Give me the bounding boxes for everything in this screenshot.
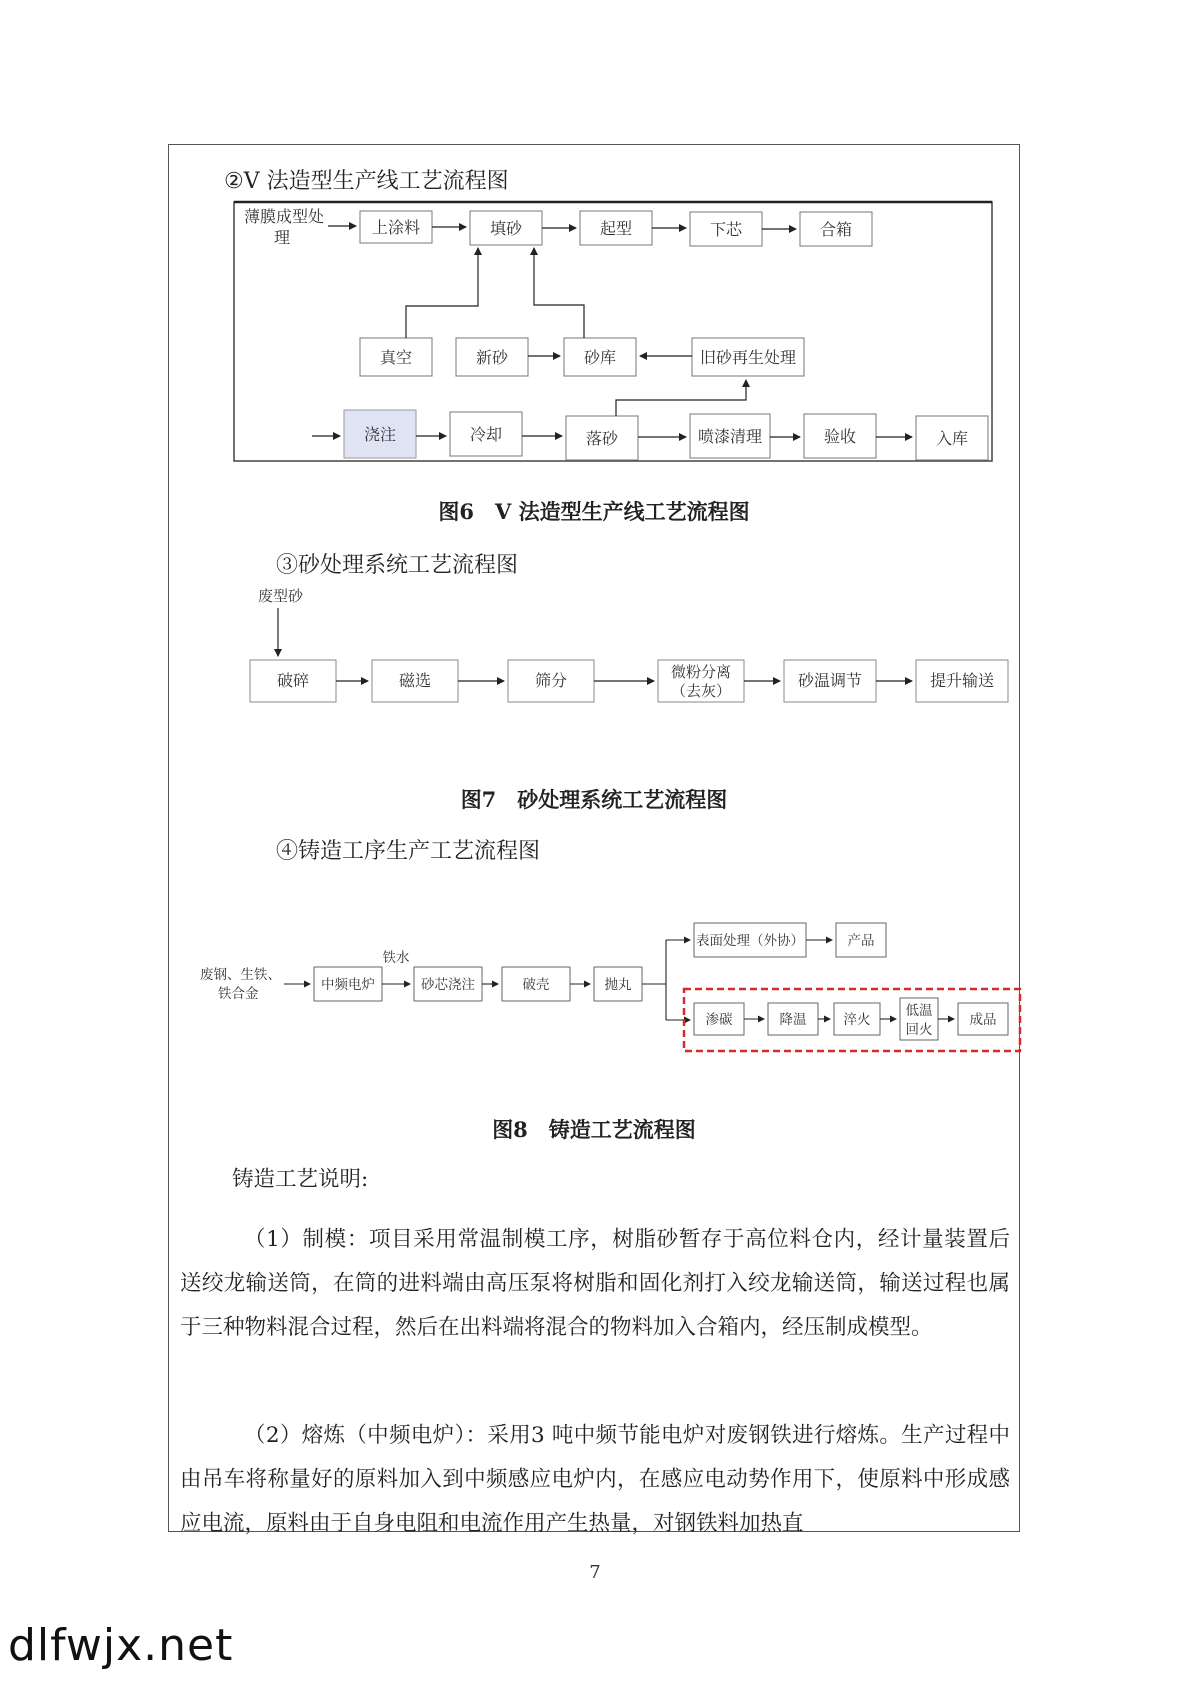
- screening-label: 筛分: [534, 671, 568, 690]
- waste-sand-label: 废型砂: [258, 587, 304, 605]
- crushing-label: 破碎: [276, 671, 310, 690]
- page-number: 7: [589, 1562, 601, 1583]
- sand-process-heading: ③砂处理系统工艺流程图: [276, 553, 519, 578]
- product-label: 产品: [847, 933, 875, 949]
- shakeout-label: 落砂: [585, 429, 619, 448]
- film-label-1: 薄膜成型处: [244, 207, 325, 226]
- fill-sand-label: 填砂: [489, 219, 523, 238]
- magnetic-label: 磁选: [398, 671, 432, 690]
- dust-label-1: 微粉分离: [670, 663, 732, 681]
- warehouse-label: 入库: [935, 429, 969, 448]
- core-label: 下芯: [709, 220, 743, 239]
- sand-store-label: 砂库: [583, 348, 617, 367]
- finished-label: 成品: [969, 1012, 997, 1028]
- vacuum-label: 真空: [379, 348, 413, 367]
- cooling-label: 冷却: [469, 425, 503, 444]
- surface-label: 表面处理（外协）: [696, 933, 804, 949]
- paragraph-smelting: （2）熔炼（中频电炉）：采用3 吨中频节能电炉对废钢铁进行熔炼。生产过程中由吊车将称量好的原料加入到中频感应电炉内，在感应电动势作用下，使原料中形成感应电流，原料由于自身电阻和电流作用产生热量，对钢铁料加热直: [180, 1423, 1010, 1536]
- sand-temp-label: 砂温调节: [797, 671, 863, 690]
- furnace-label: 中频电炉: [321, 977, 375, 993]
- lifting-label: 起型: [599, 219, 633, 238]
- cool-down-label: 降温: [779, 1012, 807, 1028]
- sand-process-diagram: [0, 560, 1190, 720]
- paragraph-molding: （1）制模：项目采用常温制模工序，树脂砂暂存于高位料仓内，经计量装置后送绞龙输送筒，在筒的进料端由高压泵将树脂和固化剂打入绞龙输送筒，输送过程也属于三种物料混合过程，然后在出料端将混合的物料加入合箱内，经压制成模型。: [180, 1227, 1010, 1340]
- v-process-diagram: [0, 0, 1190, 480]
- sand-regen-label: 旧砂再生处理: [699, 348, 797, 367]
- closing-label: 合箱: [819, 220, 853, 239]
- raw-label-2: 铁合金: [218, 986, 259, 1002]
- new-sand-label: 新砂: [475, 348, 509, 367]
- raw-label-1: 废钢、生铁、: [200, 967, 281, 983]
- core-pour-label: 砂芯浇注: [421, 977, 475, 993]
- temper-label-2: 回火: [905, 1022, 933, 1038]
- v-process-heading: ②V 法造型生产线工艺流程图: [224, 169, 509, 194]
- blast-clean-label: 喷漆清理: [697, 427, 763, 446]
- temper-label-1: 低温: [905, 1003, 933, 1019]
- v-process-caption: 图6 V 法造型生产线工艺流程图: [438, 499, 750, 524]
- lift-convey-label: 提升输送: [929, 671, 995, 690]
- sand-process-caption: 图7 砂处理系统工艺流程图: [460, 787, 728, 812]
- film-label-2: 理: [274, 228, 291, 247]
- molten-iron-label: 铁水: [382, 950, 410, 966]
- pouring-label: 浇注: [363, 425, 397, 444]
- break-shell-label: 破壳: [522, 977, 550, 993]
- inspection-label: 验收: [823, 427, 857, 446]
- carburize-label: 渗碳: [705, 1012, 733, 1028]
- desc-title: 铸造工艺说明:: [232, 1167, 369, 1192]
- casting-process-diagram: [0, 900, 1190, 1070]
- watermark: dlfwjx.net: [8, 1620, 234, 1671]
- casting-process-caption: 图8 铸造工艺流程图: [492, 1117, 696, 1142]
- coating-label: 上涂料: [371, 218, 421, 237]
- shot-blast-label: 抛丸: [604, 977, 632, 993]
- dust-label-2: （去灰）: [670, 682, 732, 700]
- casting-process-heading: ④铸造工序生产工艺流程图: [276, 839, 541, 864]
- quench-label: 淬火: [843, 1012, 871, 1028]
